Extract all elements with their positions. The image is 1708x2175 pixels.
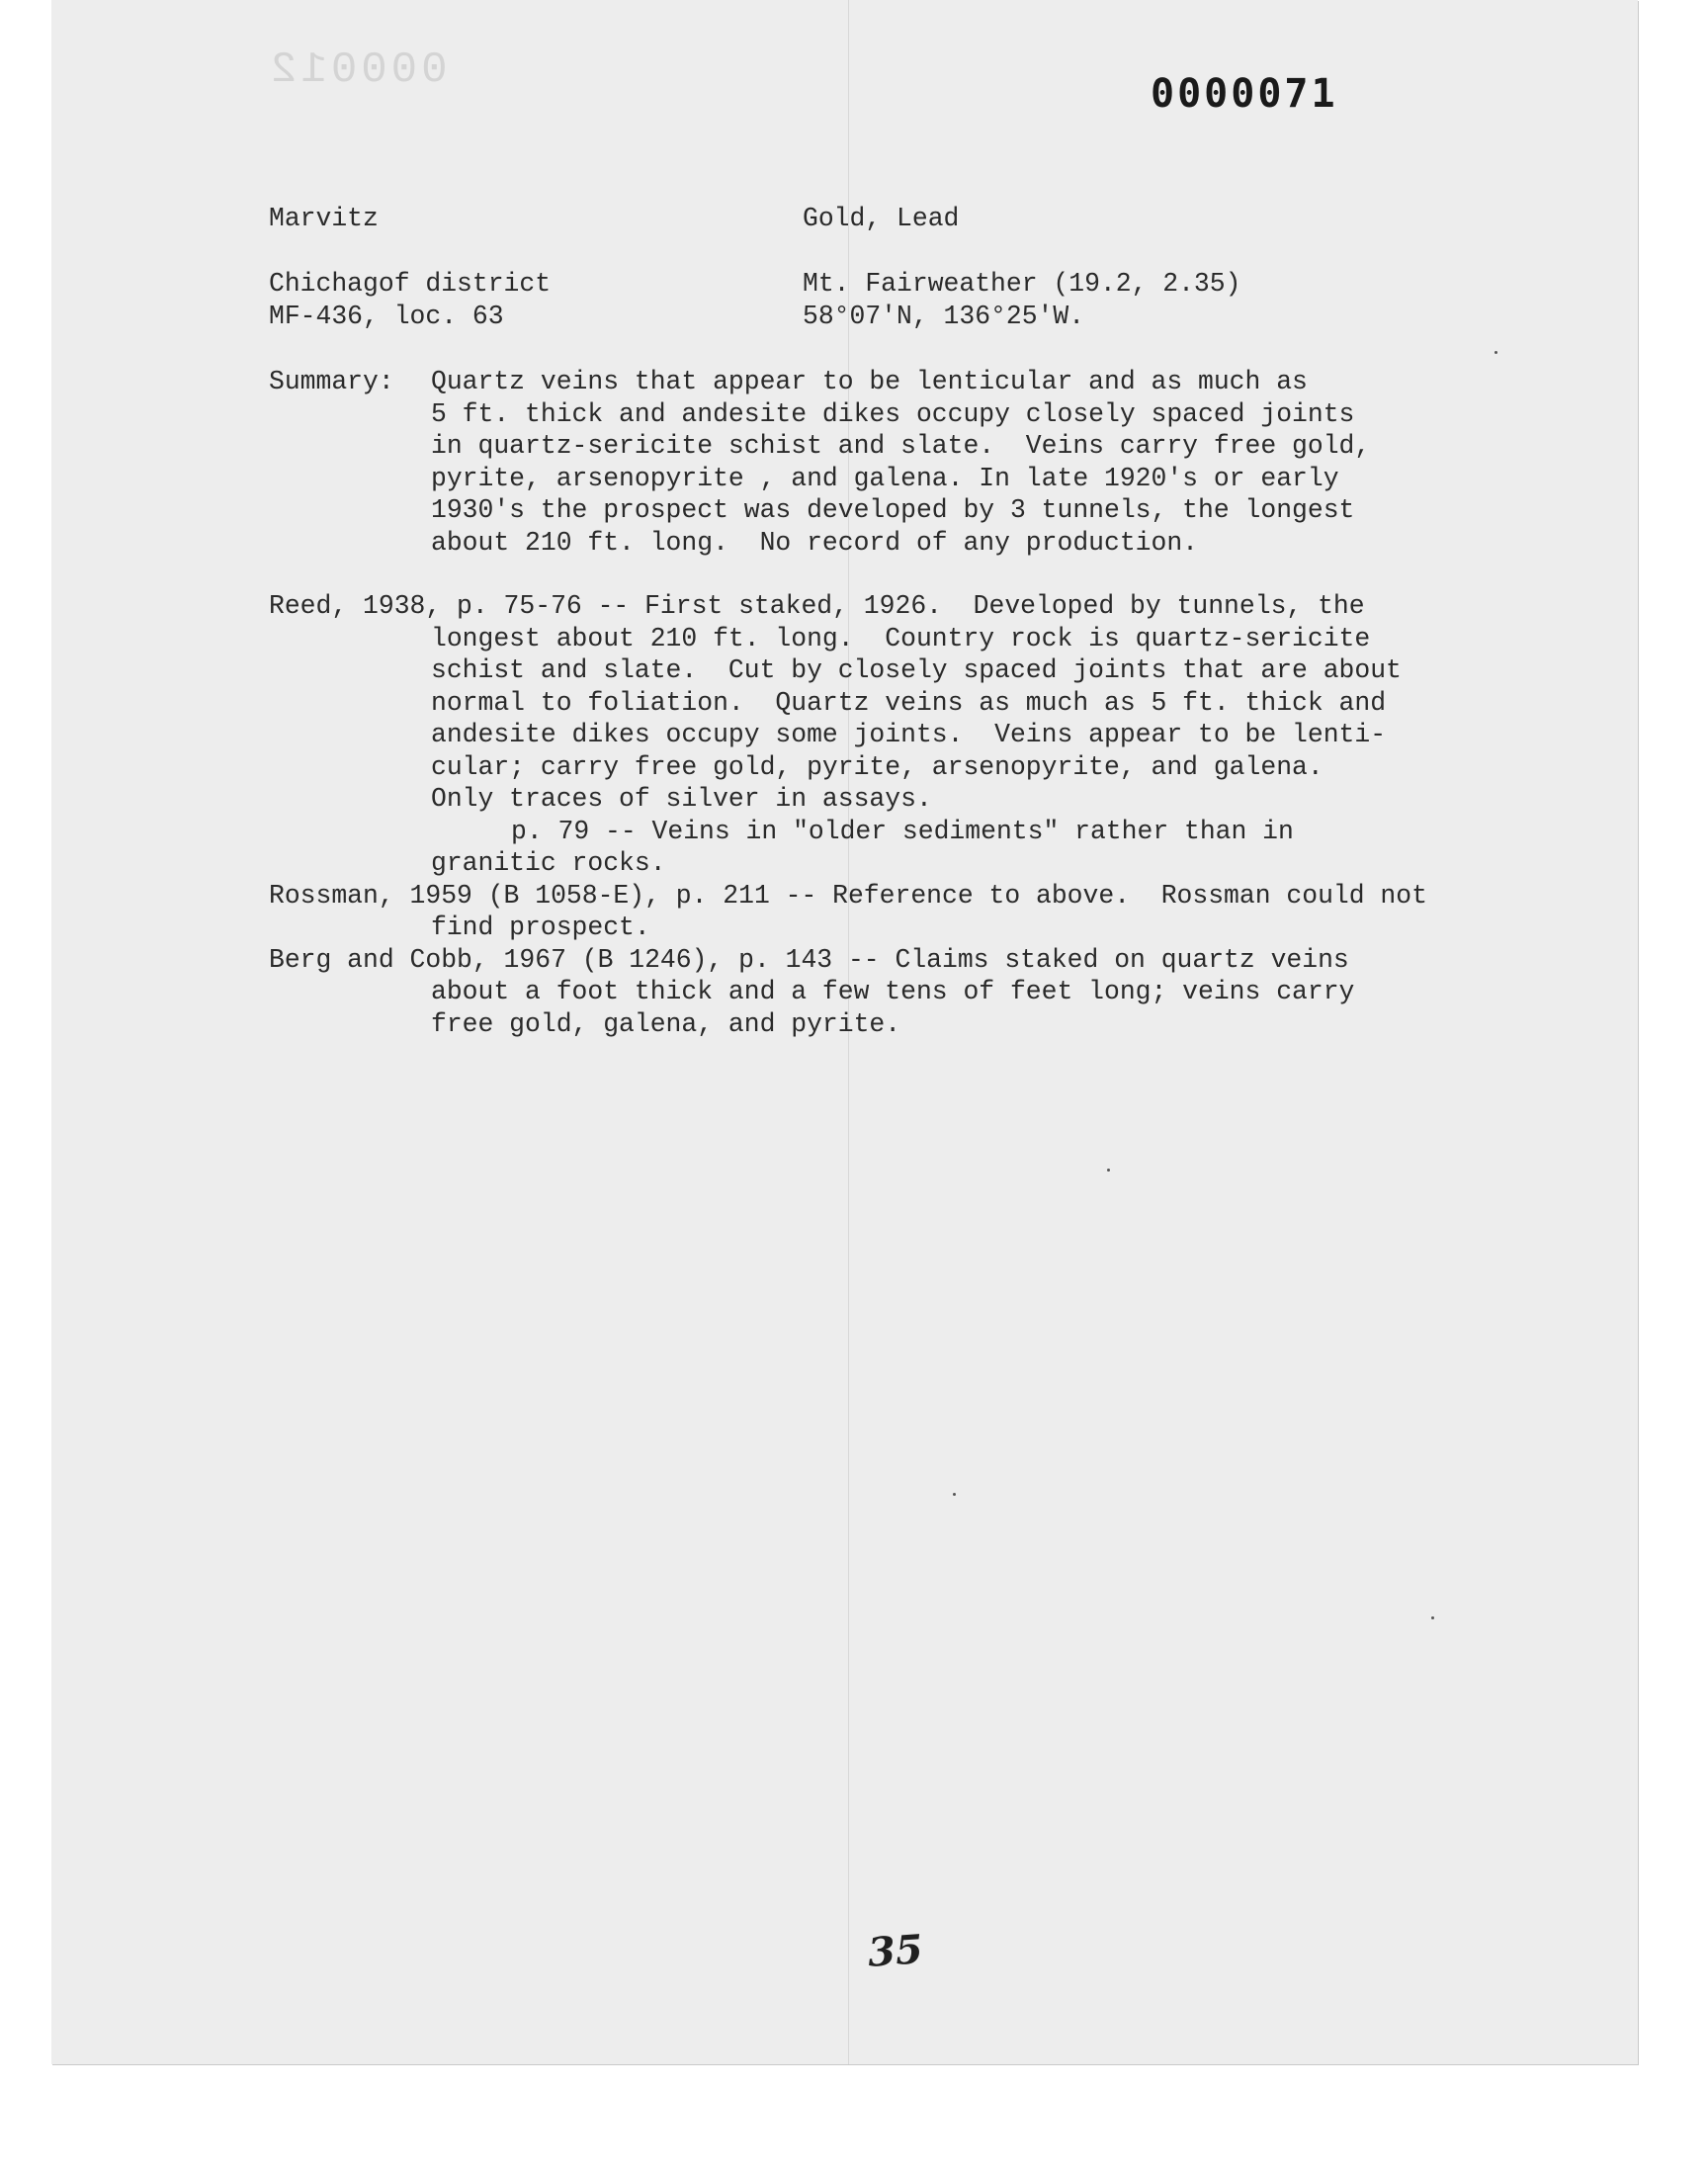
scan-speck (953, 1493, 956, 1496)
quadrangle: Mt. Fairweather (19.2, 2.35) (803, 269, 1241, 299)
summary-line: pyrite, arsenopyrite , and galena. In late 1920's or early (431, 463, 1339, 493)
summary-line: Quartz veins that appear to be lenticular and as much as (431, 367, 1308, 396)
reference-rossman-heading: Rossman, 1959 (B 1058-E), p. 211 -- Reference to above. Rossman could not (269, 880, 1427, 911)
summary-line: 5 ft. thick and andesite dikes occupy closely spaced joints (431, 398, 1355, 429)
summary-line: in quartz-sericite schist and slate. Veins carry free gold, (431, 431, 1371, 461)
reference-line: schist and slate. Cut by closely spaced joints that are about (431, 655, 1402, 685)
reference-line: longest about 210 ft. long. Country rock is quartz-sericite (431, 623, 1371, 653)
reference-line: cular; carry free gold, pyrite, arsenopyrite, and galena. (431, 751, 1324, 782)
coordinates: 58°07'N, 136°25'W. (803, 302, 1085, 331)
reference-line: free gold, galena, and pyrite. (431, 1008, 901, 1039)
reference-berg-heading: Berg and Cobb, 1967 (B 1246), p. 143 -- Claims staked on quartz veins (269, 944, 1349, 975)
summary-line: 1930's the prospect was developed by 3 tunnels, the longest (431, 495, 1355, 525)
scan-speck (1431, 1616, 1434, 1619)
reference-line: andesite dikes occupy some joints. Veins appear to be lenti- (431, 720, 1387, 749)
reference-line: normal to foliation. Quartz veins as much as 5 ft. thick and (431, 687, 1387, 718)
reference-line: granitic rocks. (431, 848, 666, 878)
mine-name: Marvitz (269, 204, 379, 233)
district: Chichagof district (269, 269, 552, 299)
commodities: Gold, Lead (803, 204, 960, 233)
reference-line: about a foot thick and a few tens of feet long; veins carry (431, 977, 1355, 1006)
handwritten-page-number: 35 (866, 1926, 925, 1976)
reference-reed-heading: Reed, 1938, p. 75-76 -- First staked, 1926. Developed by tunnels, the (269, 591, 1365, 621)
map-reference: MF-436, loc. 63 (269, 302, 504, 331)
scan-speck (1107, 1169, 1110, 1172)
document-page (51, 0, 1638, 2064)
summary-line: about 210 ft. long. No record of any production. (431, 527, 1199, 558)
scan-speck (1494, 351, 1497, 354)
summary-label: Summary: (269, 367, 394, 396)
document-number-stamp: 0000071 (1151, 71, 1338, 117)
reference-page-note: p. 79 -- Veins in "older sediments" rather than in (511, 816, 1294, 846)
reference-line: find prospect. (431, 913, 650, 942)
reference-line: Only traces of silver in assays. (431, 784, 932, 814)
bleed-through-stamp: 000012 (267, 45, 448, 95)
